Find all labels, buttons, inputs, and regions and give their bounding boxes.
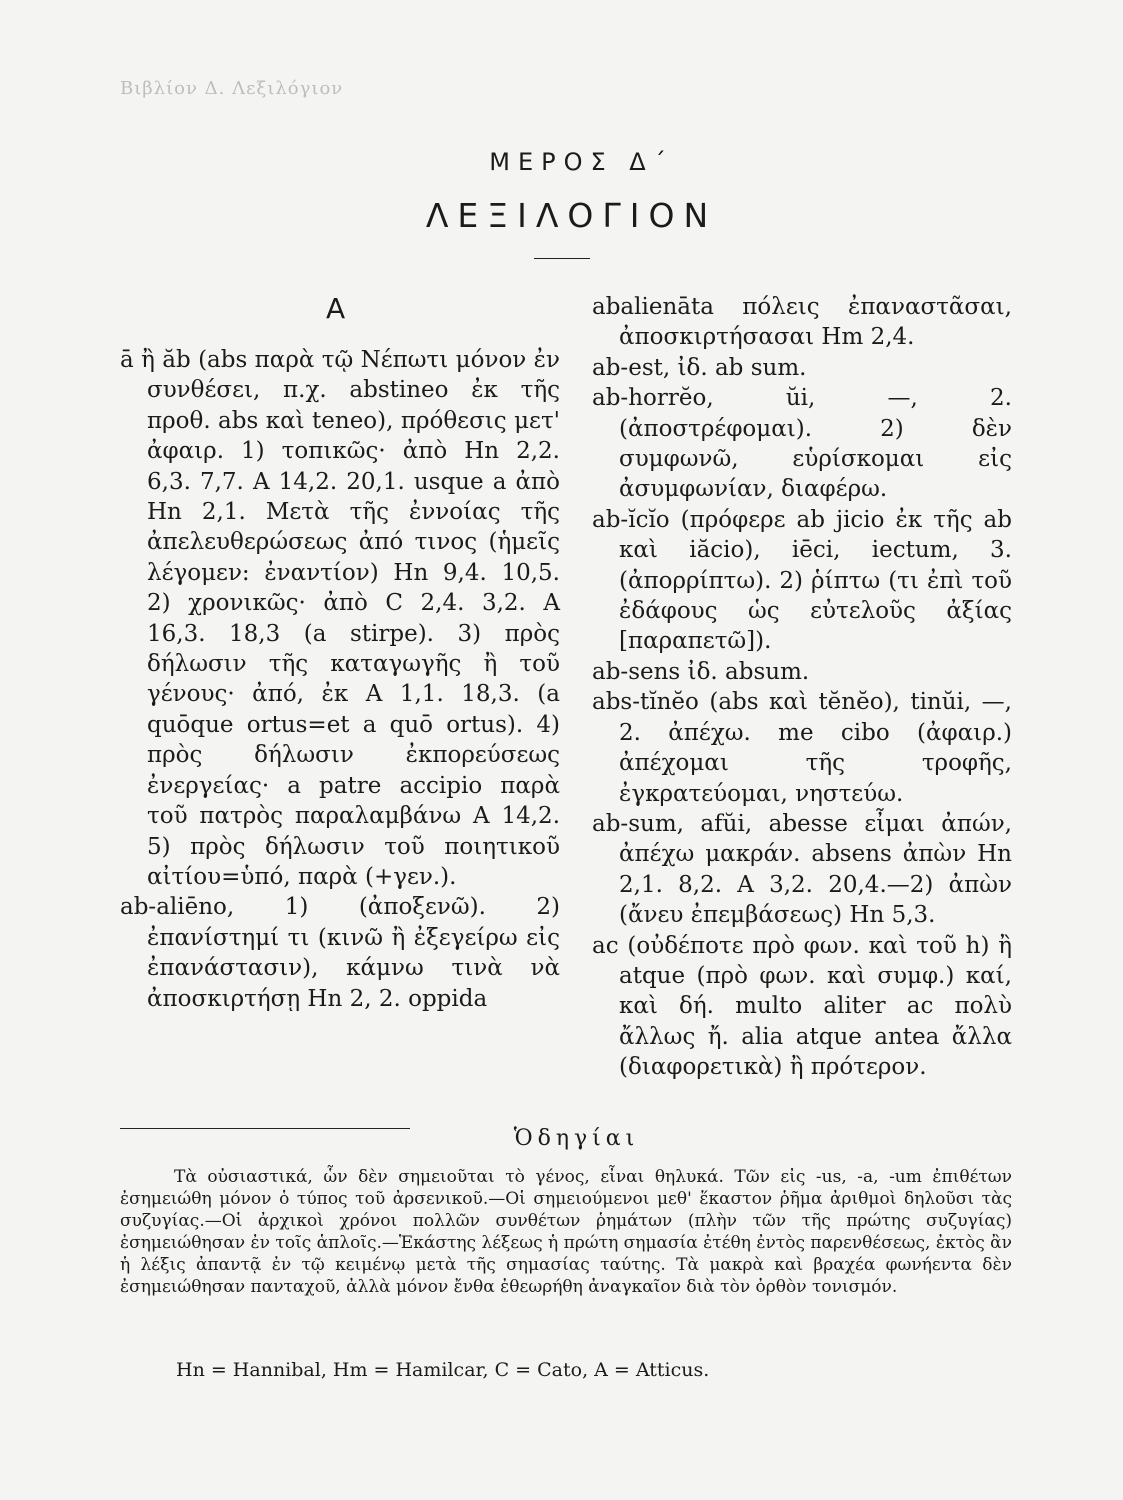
entry-abs-tineo: abs-tĭnĕo (abs καὶ tĕnĕo), tinŭi, —, 2. ἀπέχω. me cibo (ἀφαιρ.) ἀπέχομαι τῆς τροφῆς, ἐγκρατεύομαι, νηστεύω. xyxy=(592,689,1012,807)
lexicon-title: ΛΕΞΙΛΟΓΙΟΝ xyxy=(425,196,718,235)
entry-ab-sens: ab-sens ἰδ. absum. xyxy=(592,658,810,685)
part-title: ΜΕΡΟΣ Δ΄ xyxy=(489,148,674,176)
bleed-through-header: Βιβλίον Δ. Λεξιλόγιον xyxy=(120,78,344,99)
notes-block xyxy=(120,1166,1012,1298)
left-column xyxy=(120,345,560,1014)
notes-text: Τὰ οὐσιαστικά, ὧν δὲν σημειοῦται τὸ γένος, εἶναι θηλυκά. Τῶν εἰς -us, -a, -um ἐπιθέτων ἐσημειώθη μόνον ὁ τύπος τοῦ ἀρσενικοῦ.—Οἱ σημειούμενοι μεθ' ἕκαστον ῥῆμα ἀριθμοὶ δηλοῦσι τὰς συζυγίας.—Οἱ ἀρχικοὶ χρόνοι πολλῶν συνθέτων ῥημάτων (πλὴν τῶν τῆς πρώτης συζυγίας) ἐσημειώθησαν ἐν τοῖς ἁπλοῖς.—Ἑκάστης λέξεως ἡ πρώτη σημασία ἐτέθη ἐντὸς παρενθέσεως, ἐκτὸς ἂν ἡ λέξις ἀπαντᾷ ἐν τῷ κειμένῳ μετὰ τῆς σημασίας ταύτης. Τὰ μακρὰ καὶ βραχέα φωνήεντα δὲν ἐσημειώθησαν πανταχοῦ, ἀλλὰ μόνον ἔνθα ἐθεωρήθη ἀναγκαῖον διὰ τὸν ὀρθὸν τονισμόν. xyxy=(120,1167,1012,1297)
entry-ac: ac (οὐδέποτε πρὸ φων. καὶ τοῦ h) ἢ atque (πρὸ φων. καὶ συμφ.) καί, καὶ δή. multo aliter ac πολὺ ἄλλως ἤ. alia atque antea ἄλλα (διαφορετικὰ) ἢ πρότερον. xyxy=(592,932,1012,1081)
entry-ab-icio: ab-ĭcĭo (πρόφερε ab jicio ἐκ τῆς ab καὶ iăcio), iēci, iectum, 3. (ἀπορρίπτω). 2) ῥίπτω (τι ἐπὶ τοῦ ἐδάφους ὡς εὐτελοῦς ἀξίας [παραπετῶ]). xyxy=(592,506,1012,655)
entry-ab-horreo: ab-horrĕo, ŭi, —, 2. (ἀποστρέφομαι). 2) δὲν συμφωνῶ, εὑρίσκομαι εἰς ἀσυμφωνίαν, διαφέρω. xyxy=(592,385,1012,503)
entry-ab-est: ab-est, ἰδ. ab sum. xyxy=(592,354,807,381)
title-rule xyxy=(534,258,590,259)
abbreviations-line: Hn = Hannibal, Hm = Hamilcar, C = Cato, A = Atticus. xyxy=(176,1359,710,1381)
entry-a: ā ἢ ăb (abs παρὰ τῷ Νέπωτι μόνον ἐν συνθέσει, π.χ. abstineo ἐκ τῆς προθ. abs καὶ teneo), πρόθεσις μετ' ἀφαιρ. 1) τοπικῶς· ἀπὸ Hn 2,2. 6,3. 7,7. A 14,2. 20,1. usque a ἀπὸ Hn 2,1. Μετὰ τῆς ἐννοίας τῆς ἀπελευθερώσεως ἀπό τινος (ἡμεῖς λέγομεν: ἐναντίον) Hn 9,4. 10,5. 2) χρονικῶς· ἀπὸ C 2,4. 3,2. A 16,3. 18,3 (a stirpe). 3) πρὸς δήλωσιν τῆς καταγωγῆς ἢ τοῦ γένους· ἀπό, ἐκ A 1,1. 18,3. (a quōque ortus=et a quō ortus). 4) πρὸς δήλωσιν ἐκπορεύσεως ἐνεργείας· a patre accipio παρὰ τοῦ πατρὸς παραλαμβάνω A 14,2. 5) πρὸς δήλωσιν τοῦ ποιητικοῦ αἰτίου=ὑπό, παρὰ (+γεν.). xyxy=(120,347,560,890)
notes-title: Ὁδηγίαι xyxy=(513,1126,640,1151)
entry-ab-alieno: ab-aliēno, 1) (ἀποξενῶ). 2) ἐπανίστημί τι (κινῶ ἢ ἐξεγείρω εἰς ἐπανάστασιν), κάμνω τινὰ νὰ ἀποσκιρτήσῃ Hn 2, 2. oppida xyxy=(120,894,560,1012)
right-column xyxy=(592,292,1012,1083)
section-letter: A xyxy=(326,292,346,325)
entry-abalienata-continued: abalienāta πόλεις ἐπαναστᾶσαι, ἀποσκιρτήσασαι Hm 2,4. xyxy=(592,294,1012,351)
entry-ab-sum: ab-sum, afŭi, abesse εἶμαι ἀπών, ἀπέχω μακράν. absens ἀπὼν Hn 2,1. 8,2. A 3,2. 20,4.—2) ἀπὼν (ἄνευ ἐπεμβάσεως) Hn 5,3. xyxy=(592,810,1012,929)
